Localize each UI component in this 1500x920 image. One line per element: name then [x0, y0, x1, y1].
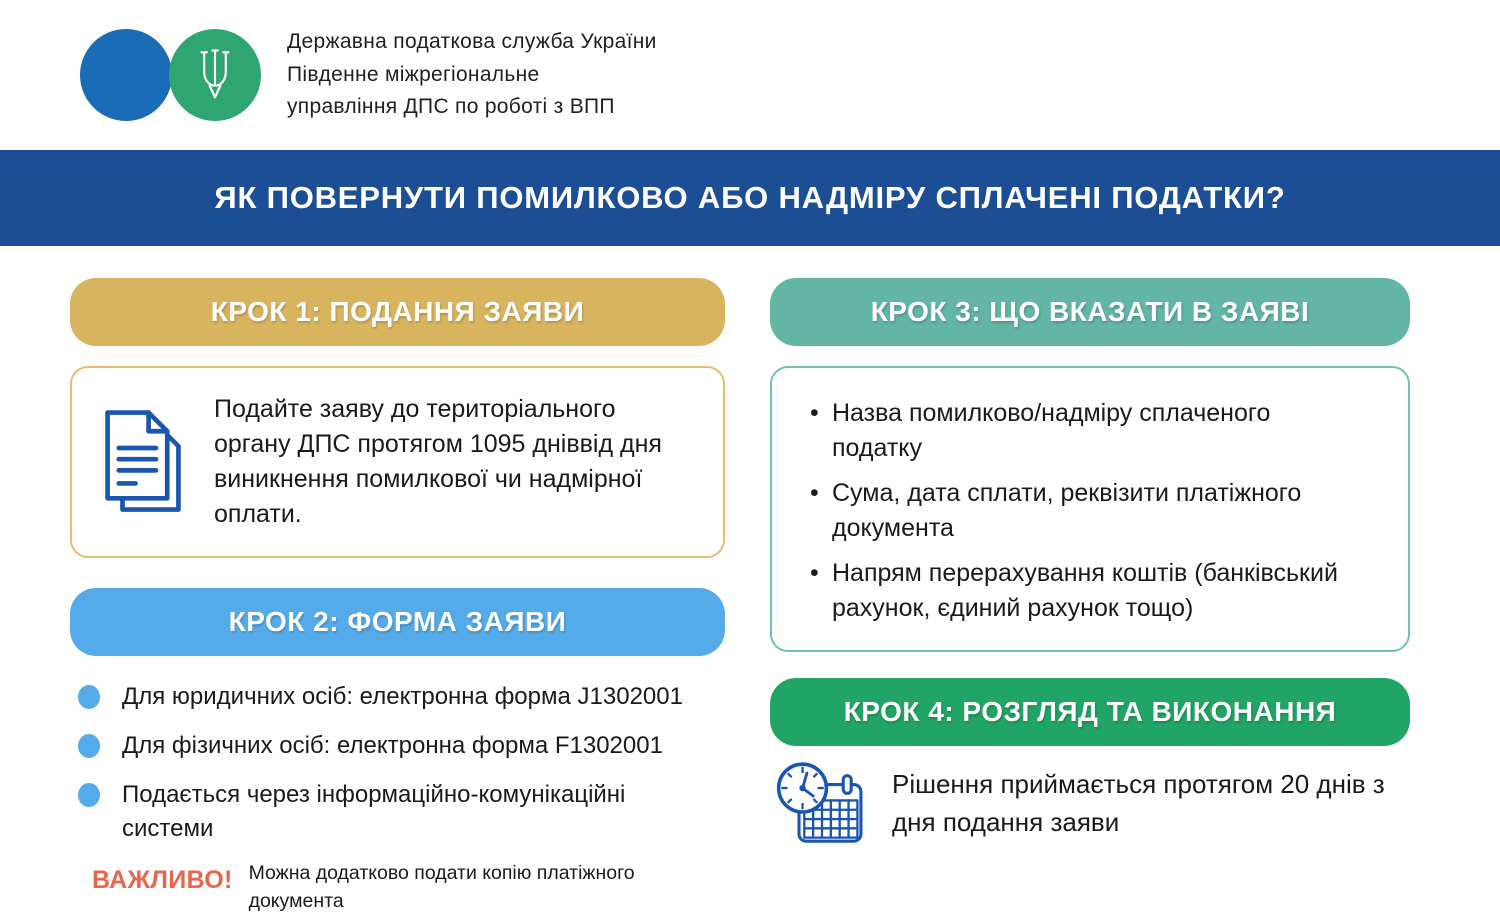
step1-text: Подайте заяву до територіального органу ДПС протягом 1095 дніввід дня виникнення помилкової чи надмірної оплати.	[214, 395, 662, 528]
step4-header-pill: КРОК 4: РОЗГЛЯД ТА ВИКОНАННЯ	[770, 678, 1410, 746]
org-name-line-1: Державна податкова служба України	[287, 30, 657, 54]
org-name-line-2: Південне міжрегіональне	[287, 62, 540, 86]
important-note: Можна додатково подати копію платіжного документа	[248, 862, 635, 913]
bullet-dot-icon	[78, 783, 100, 807]
step4-text: Рішення приймається протягом 20 днів з дня подання заяви	[892, 769, 1385, 837]
logo-blue-circle	[80, 29, 172, 121]
list-item	[78, 680, 725, 715]
title-banner	[0, 150, 1500, 246]
left-column	[70, 278, 725, 916]
trident-icon	[195, 46, 235, 105]
list-item	[78, 729, 725, 764]
content	[0, 246, 1500, 916]
step2-item-text: Подається через інформаційно-комунікаційні системи	[122, 780, 626, 843]
step2-header-pill: КРОК 2: ФОРМА ЗАЯВИ	[70, 588, 725, 656]
document-icon	[100, 407, 186, 517]
bullet-dot-icon	[78, 734, 100, 758]
step3-header-pill: КРОК 3: ЩО ВКАЗАТИ В ЗАЯВІ	[770, 278, 1410, 346]
right-column	[770, 278, 1410, 916]
step2-item-text: Для юридичних осіб: електронна форма J1302001	[122, 683, 683, 710]
step4-row	[770, 758, 1410, 850]
important-label: ВАЖЛИВО!	[92, 866, 233, 895]
step3-list	[802, 396, 1362, 626]
step2-list	[70, 680, 725, 847]
step3-item-text: • Назва помилково/надміру сплаченого податку	[802, 396, 1362, 466]
step2-item-text: Для фізичних осіб: електронна форма F1302001	[122, 731, 663, 759]
dps-logo	[80, 29, 261, 121]
org-name	[287, 26, 657, 124]
step3-card	[770, 366, 1410, 652]
step3-item-text: • Сума, дата сплати, реквізити платіжного документа	[802, 476, 1362, 546]
step1-header-pill: КРОК 1: ПОДАННЯ ЗАЯВИ	[70, 278, 725, 346]
step1-card	[70, 366, 725, 558]
important-row	[70, 859, 725, 916]
logo-green-circle	[169, 29, 261, 121]
calendar-clock-icon	[776, 758, 868, 850]
org-name-line-3: управління ДПС по роботі з ВПП	[287, 95, 615, 119]
list-item	[78, 778, 725, 848]
step3-item-text: • Напрям перерахування коштів (банківський рахунок, єдиний рахунок тощо)	[802, 556, 1362, 626]
bullet-dot-icon	[78, 685, 100, 709]
page-title: ЯК ПОВЕРНУТИ ПОМИЛКОВО АБО НАДМІРУ СПЛАЧЕНІ ПОДАТКИ?	[214, 180, 1286, 215]
header	[0, 0, 1500, 150]
